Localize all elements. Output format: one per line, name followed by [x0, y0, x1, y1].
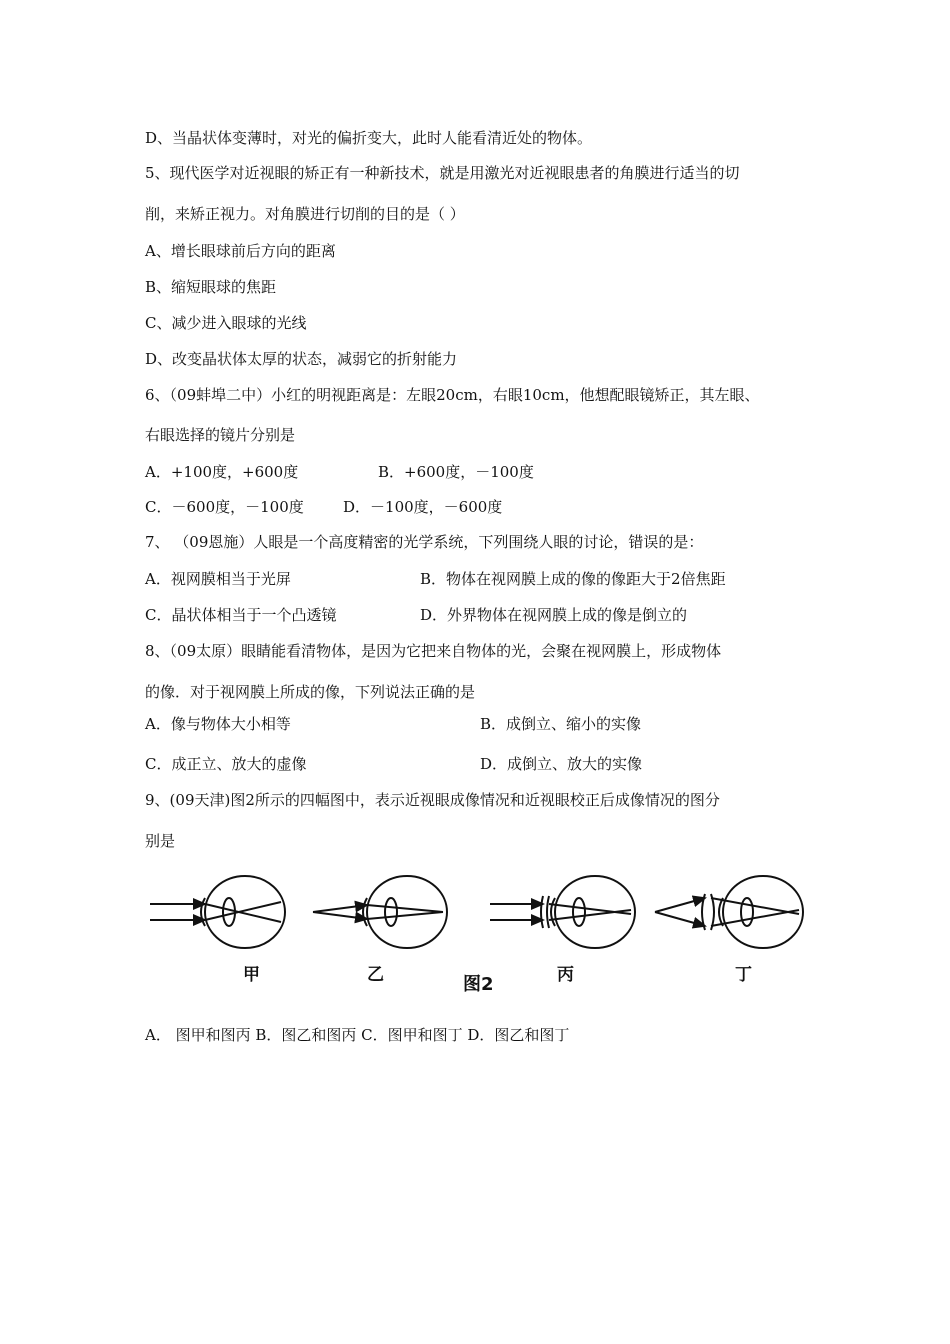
figure-label-ding: 丁 [735, 965, 752, 985]
figure-label-yi: 乙 [367, 965, 384, 985]
question-5-line2: 削，来矫正视力。对角膜进行切削的目的是（ ） [145, 205, 465, 223]
option-5d: D、改变晶状体太厚的状态，减弱它的折射能力 [145, 350, 458, 368]
option-8d: D．成倒立、放大的实像 [480, 755, 643, 773]
figure-label-bing: 丙 [557, 965, 574, 985]
option-8b: B．成倒立、缩小的实像 [480, 715, 642, 733]
eye-diagram-jia [150, 876, 285, 948]
option-7c: C．晶状体相当于一个凸透镜 [145, 606, 337, 624]
question-7: 7、 （09恩施）人眼是一个高度精密的光学系统，下列围绕人眼的讨论，错误的是： [145, 533, 704, 551]
option-5c: C、减少进入眼球的光线 [145, 314, 307, 332]
option-6a: A．+100度，+600度 [145, 463, 299, 481]
question-8-line2: 的像．对于视网膜上所成的像，下列说法正确的是 [145, 683, 476, 701]
option-4d: D、当晶状体变薄时，对光的偏折变大，此时人能看清近处的物体。 [145, 129, 593, 147]
option-7a: A．视网膜相当于光屏 [145, 570, 291, 588]
question-8-line1: 8、（09太原）眼睛能看清物体，是因为它把来自物体的光，会聚在视网膜上，形成物体 [145, 642, 722, 660]
option-5b: B、缩短眼球的焦距 [145, 278, 277, 296]
eye-diagram-ding [655, 876, 803, 948]
question-5-line1: 5、现代医学对近视眼的矫正有一种新技术，就是用激光对近视眼患者的角膜进行适当的切 [145, 164, 740, 182]
question-9-line2: 别是 [145, 832, 176, 850]
option-8c: C．成正立、放大的虚像 [145, 755, 307, 773]
figure-title: 图2 [463, 974, 494, 995]
eye-diagrams-figure [145, 868, 815, 996]
option-5a: A、增长眼球前后方向的距离 [145, 242, 336, 260]
eye-diagram-bing [490, 876, 635, 948]
option-6d: D．－100度，－600度 [343, 498, 503, 516]
question-9-options: A． 图甲和图丙 B．图乙和图丙 C．图甲和图丁 D．图乙和图丁 [145, 1026, 570, 1044]
question-6-line2: 右眼选择的镜片分别是 [145, 426, 296, 444]
option-6c: C．－600度，－100度 [145, 498, 304, 516]
question-6-line1: 6、（09蚌埠二中）小红的明视距离是：左眼20cm，右眼10cm，他想配眼镜矫正，其左眼、 [145, 386, 760, 404]
figure-label-jia: 甲 [243, 965, 260, 985]
option-7d: D．外界物体在视网膜上成的像是倒立的 [420, 606, 688, 624]
option-7b: B．物体在视网膜上成的像的像距大于2倍焦距 [420, 570, 726, 588]
question-9-line1: 9、(09天津)图2所示的四幅图中，表示近视眼成像情况和近视眼校正后成像情况的图分 [145, 791, 720, 809]
option-8a: A．像与物体大小相等 [145, 715, 291, 733]
option-6b: B．+600度，－100度 [378, 463, 534, 481]
eye-diagram-yi [313, 876, 447, 948]
